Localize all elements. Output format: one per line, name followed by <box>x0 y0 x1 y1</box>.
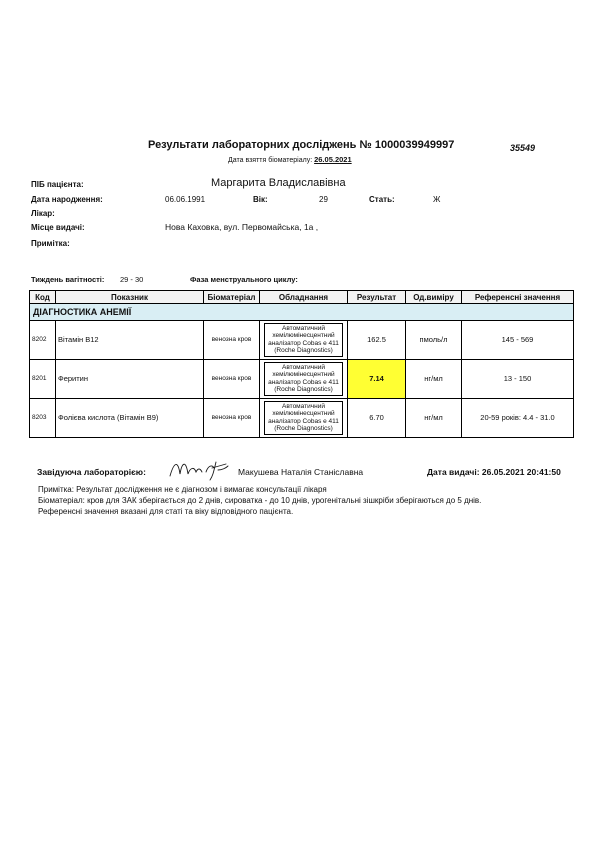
note-line: Примітка: Результат дослідження не є діагнозом і вимагає консультації лікаря <box>38 485 327 494</box>
row-result: 162.5 <box>348 321 406 360</box>
row-unit: нг/мл <box>406 398 462 437</box>
category-title: ДІАГНОСТИКА АНЕМІЇ <box>30 304 574 321</box>
row-reference: 145 - 569 <box>462 321 574 360</box>
signature-icon <box>166 456 232 482</box>
report-number: 1000039949997 <box>374 139 455 151</box>
table-header-row <box>30 291 574 304</box>
age-value: 29 <box>319 195 328 204</box>
sex-label: Стать: <box>369 195 395 204</box>
note-label: Примітка: <box>31 239 70 248</box>
col-header-biomaterial: Біоматеріал <box>204 291 260 304</box>
cycle-label: Фаза менструального циклу: <box>190 275 298 284</box>
row-code: 8203 <box>30 398 56 437</box>
footer-notes <box>38 484 481 517</box>
note-line: Біоматеріал: кров для ЗАК зберігається до 2 днів, сироватка - до 10 днів, урогенітальні зішкріби зберігаються до 5 днів. <box>38 496 482 505</box>
row-equipment: Автоматичний хемілюмінесцентний аналізатор Cobas e 411 (Roche Diagnostics) <box>264 362 343 396</box>
row-code: 8202 <box>30 321 56 360</box>
age-label: Вік: <box>253 195 268 204</box>
issue-date <box>427 467 561 477</box>
dob-label: Дата народження: <box>31 195 103 204</box>
dob-value: 06.06.1991 <box>165 195 206 204</box>
note-line: Референсні значення вказані для статі та віку відповідного пацієнта. <box>38 507 294 516</box>
table-row <box>30 359 574 398</box>
row-biomaterial: венозна кров <box>204 321 260 360</box>
pregnancy-value: 29 - 30 <box>120 275 144 284</box>
table-row <box>30 321 574 360</box>
place-label: Місце видачі: <box>31 223 85 232</box>
row-indicator: Фолієва кислота (Вітамін B9) <box>56 398 204 437</box>
col-header-unit: Од.виміру <box>406 291 462 304</box>
issue-date-label: Дата видачі: <box>427 467 480 477</box>
col-header-reference: Референсні значення <box>462 291 574 304</box>
category-row <box>30 304 574 321</box>
row-unit: нг/мл <box>406 359 462 398</box>
row-reference: 20-59 років: 4.4 - 31.0 <box>462 398 574 437</box>
col-header-equipment: Обладнання <box>260 291 348 304</box>
report-title-prefix: Результати лабораторних досліджень № <box>148 139 372 151</box>
head-of-lab-name: Макушева Наталія Станіславна <box>238 467 364 477</box>
row-unit: пмоль/л <box>406 321 462 360</box>
row-equipment: Автоматичний хемілюмінесцентний аналізатор Cobas e 411 (Roche Diagnostics) <box>264 323 343 357</box>
corner-code: 35549 <box>510 143 536 153</box>
pregnancy-label: Тиждень вагітності: <box>31 275 105 284</box>
row-biomaterial: венозна кров <box>204 359 260 398</box>
row-result: 6.70 <box>348 398 406 437</box>
report-title <box>148 139 454 151</box>
row-indicator: Феритин <box>56 359 204 398</box>
issue-date-value: 26.05.2021 20:41:50 <box>481 467 561 477</box>
table-row <box>30 398 574 437</box>
row-result-highlighted: 7.14 <box>348 359 406 398</box>
col-header-code: Код <box>30 291 56 304</box>
sex-value: Ж <box>433 195 441 204</box>
row-code: 8201 <box>30 359 56 398</box>
patient-name: Маргарита Владиславівна <box>211 177 346 189</box>
place-value: Нова Каховка, вул. Первомайська, 1а , <box>165 222 319 232</box>
sample-date: 26.05.2021 <box>314 155 352 164</box>
col-header-indicator: Показник <box>56 291 204 304</box>
row-equipment: Автоматичний хемілюмінесцентний аналізатор Cobas e 411 (Roche Diagnostics) <box>264 401 343 435</box>
col-header-result: Результат <box>348 291 406 304</box>
patient-name-label: ПІБ пацієнта: <box>31 180 84 189</box>
sample-date-label: Дата взяття біоматеріалу: <box>228 157 313 164</box>
row-indicator: Вітамін B12 <box>56 321 204 360</box>
doctor-label: Лікар: <box>31 209 55 218</box>
sample-date-line <box>228 155 352 164</box>
results-table <box>29 290 574 438</box>
row-biomaterial: венозна кров <box>204 398 260 437</box>
head-of-lab-label: Завідуюча лабораторією: <box>37 467 146 477</box>
row-reference: 13 - 150 <box>462 359 574 398</box>
